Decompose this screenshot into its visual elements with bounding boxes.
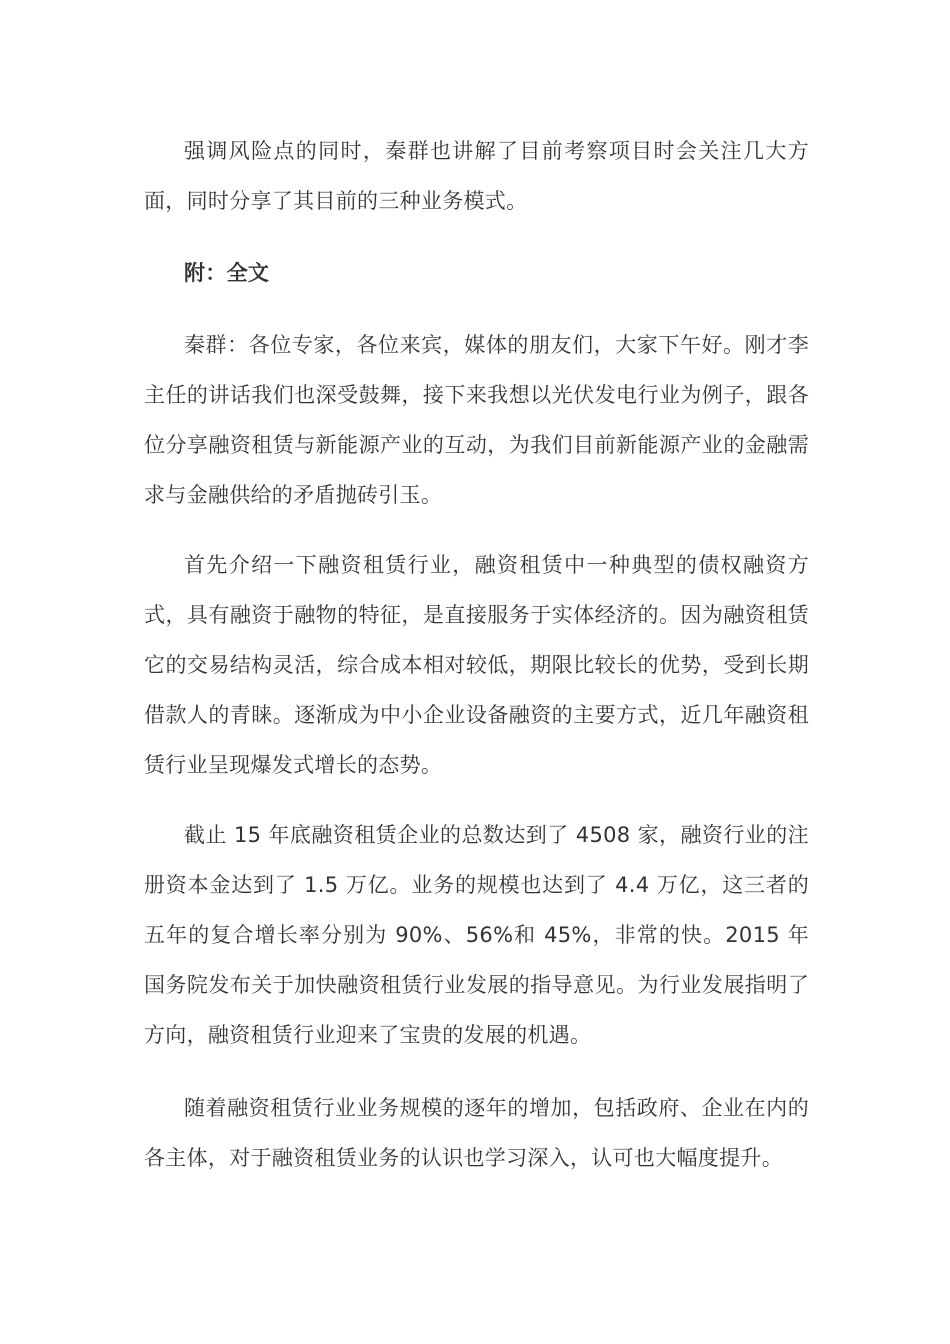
paragraph-market-recognition: 随着融资租赁行业业务规模的逐年的增加，包括政府、企业在内的各主体，对于融资租赁业务的认识也学习深入，认可也大幅度提升。: [144, 1096, 809, 1170]
paragraph-speech-opening: 秦群：各位专家，各位来宾，媒体的朋友们，大家下午好。刚才李主任的讲话我们也深受鼓舞，接下来我想以光伏发电行业为例子，跟各位分享融资租赁与新能源产业的互动，为我们目前新能源产业的金融需求与金融供给的矛盾抛砖引玉。: [144, 333, 809, 507]
paragraph-industry-statistics: 截止 15 年底融资租赁企业的总数达到了 4508 家，融资行业的注册资本金达到了 1.5 万亿。业务的规模也达到了 4.4 万亿，这三者的五年的复合增长率分别为 90%、56%和 45%，非常的快。2015 年国务院发布关于加快融资租赁行业发展的指导意见。为行业发展指明了方向，融资租赁行业迎来了宝贵的发展的机遇。: [144, 823, 809, 1047]
paragraph-intro: 强调风险点的同时，秦群也讲解了目前考察项目时会关注几大方面，同时分享了其目前的三种业务模式。: [144, 139, 809, 213]
section-heading-full-text: 附：全文: [184, 261, 270, 285]
paragraph-leasing-introduction: 首先介绍一下融资租赁行业，融资租赁中一种典型的债权融资方式，具有融资于融物的特征，是直接服务于实体经济的。因为融资租赁它的交易结构灵活，综合成本相对较低，期限比较长的优势，受到长期借款人的青睐。逐渐成为中小企业设备融资的主要方式，近几年融资租赁行业呈现爆发式增长的态势。: [144, 553, 809, 777]
